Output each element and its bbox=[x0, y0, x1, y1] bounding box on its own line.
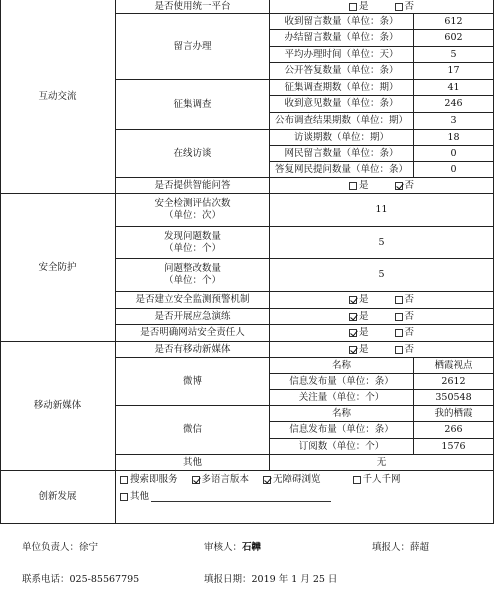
row-label: 信息发布量（单位：条） bbox=[270, 422, 414, 439]
row-value: 5 bbox=[414, 47, 494, 63]
issues-found-label bbox=[116, 227, 270, 259]
has-mobile-label: 是否有移动新媒体 bbox=[116, 342, 270, 358]
row-value: 602 bbox=[414, 30, 494, 47]
issues-fixed-value: 5 bbox=[270, 259, 494, 292]
phone-number: 025-85567795 bbox=[69, 574, 140, 585]
smart-qa-label: 是否提供智能问答 bbox=[116, 178, 270, 194]
security-checks-value: 11 bbox=[270, 194, 494, 227]
has-mobile-choice bbox=[270, 342, 494, 358]
label-line: 安全检测评估次数 bbox=[154, 198, 231, 210]
drill-no-checkbox[interactable] bbox=[395, 313, 403, 321]
yes-label: 是 bbox=[358, 327, 369, 339]
section-mobile-title: 移动新媒体 bbox=[0, 342, 116, 471]
phone-label: 联系电话： bbox=[22, 574, 70, 585]
personalized-checkbox[interactable] bbox=[353, 476, 361, 484]
no-label: 否 bbox=[404, 0, 415, 12]
row-value: 350548 bbox=[414, 390, 494, 406]
reviewer-field bbox=[204, 539, 261, 553]
reviewer-label: 审核人： bbox=[204, 542, 243, 553]
row-label: 信息发布量（单位：条） bbox=[270, 374, 414, 390]
option-label: 多语言版本 bbox=[201, 474, 250, 485]
row-value: 3 bbox=[414, 113, 494, 130]
section-innovation-title: 创新发展 bbox=[0, 471, 116, 524]
drill-choice bbox=[270, 309, 494, 325]
yes-label: 是 bbox=[358, 0, 369, 12]
row-label: 公开答复数量（单位：条） bbox=[270, 63, 414, 80]
row-value: 246 bbox=[414, 96, 494, 113]
row-value: 17 bbox=[414, 63, 494, 80]
row-label: 答复网民提问数量（单位：条） bbox=[270, 162, 414, 178]
drill-label: 是否开展应急演练 bbox=[116, 309, 270, 325]
phone-field bbox=[22, 571, 139, 585]
wechat-title: 微信 bbox=[116, 406, 270, 455]
responsible-no-checkbox[interactable] bbox=[395, 329, 403, 337]
no-label: 否 bbox=[404, 179, 415, 191]
monitoring-choice bbox=[270, 292, 494, 309]
row-label: 订阅数（单位：个） bbox=[270, 439, 414, 455]
row-value: 41 bbox=[414, 80, 494, 96]
issues-fixed-label bbox=[116, 259, 270, 292]
search-service-checkbox[interactable] bbox=[120, 476, 128, 484]
unified-platform-no-checkbox[interactable] bbox=[395, 3, 403, 11]
other-fill-line[interactable] bbox=[151, 492, 331, 502]
row-value: 1576 bbox=[414, 439, 494, 455]
has-mobile-no-checkbox[interactable] bbox=[395, 346, 403, 354]
label-unit: （单位：次） bbox=[163, 210, 221, 221]
monitoring-yes-checkbox[interactable] bbox=[349, 296, 357, 304]
option-label: 搜索即服务 bbox=[130, 474, 178, 485]
label-line: 发现问题数量 bbox=[163, 230, 221, 242]
leader-field bbox=[22, 539, 98, 553]
monitoring-label: 是否建立安全监测预警机制 bbox=[116, 292, 270, 309]
row-label: 访谈期数（单位：期） bbox=[270, 130, 414, 146]
other-media-label: 其他 bbox=[116, 455, 270, 471]
label-unit: （单位：个） bbox=[163, 275, 221, 286]
weibo-name-label: 名称 bbox=[270, 358, 414, 374]
row-label: 办结留言数量（单位：条） bbox=[270, 30, 414, 47]
option-label: 其他 bbox=[130, 490, 150, 502]
date-label: 填报日期： bbox=[204, 574, 252, 585]
filler-name: 薛超 bbox=[410, 542, 430, 553]
security-checks-label bbox=[116, 194, 270, 227]
row-value: 612 bbox=[414, 14, 494, 30]
row-label: 公布调查结果期数（单位：期） bbox=[270, 113, 414, 130]
no-label: 否 bbox=[404, 310, 415, 322]
responsible-yes-checkbox[interactable] bbox=[349, 329, 357, 337]
drill-yes-checkbox[interactable] bbox=[349, 313, 357, 321]
row-label: 关注量（单位：个） bbox=[270, 390, 414, 406]
yes-label: 是 bbox=[358, 343, 369, 355]
responsible-choice bbox=[270, 325, 494, 342]
other-media-value: 无 bbox=[270, 455, 494, 471]
date-value: 2019 年 1 月 25 日 bbox=[251, 574, 338, 585]
leader-name: 徐宁 bbox=[79, 542, 99, 553]
option-label: 无障碍浏览 bbox=[273, 474, 321, 485]
unified-platform-choice bbox=[270, 0, 494, 14]
smart-qa-no-checkbox[interactable] bbox=[395, 182, 403, 190]
unified-platform-yes-checkbox[interactable] bbox=[349, 3, 357, 11]
unified-platform-label: 是否使用统一平台 bbox=[116, 0, 270, 14]
row-value: 266 bbox=[414, 422, 494, 439]
yes-label: 是 bbox=[358, 179, 369, 191]
responsible-label: 是否明确网站安全责任人 bbox=[116, 325, 270, 342]
weibo-title: 微博 bbox=[116, 358, 270, 406]
monitoring-no-checkbox[interactable] bbox=[395, 296, 403, 304]
survey-title: 征集调查 bbox=[116, 80, 270, 130]
row-label: 收到意见数量（单位：条） bbox=[270, 96, 414, 113]
yes-label: 是 bbox=[358, 310, 369, 322]
smart-qa-yes-checkbox[interactable] bbox=[349, 182, 357, 190]
no-label: 否 bbox=[404, 294, 415, 306]
yes-label: 是 bbox=[358, 294, 369, 306]
innovation-other-checkbox[interactable] bbox=[120, 493, 128, 501]
innovation-options bbox=[116, 471, 494, 524]
no-label: 否 bbox=[404, 327, 415, 339]
filler-field bbox=[372, 539, 429, 553]
multilingual-checkbox[interactable] bbox=[192, 476, 200, 484]
row-label: 收到留言数量（单位：条） bbox=[270, 14, 414, 30]
leader-label: 单位负责人： bbox=[22, 542, 80, 553]
accessibility-checkbox[interactable] bbox=[263, 476, 271, 484]
smart-qa-choice bbox=[270, 178, 494, 194]
wechat-name-value: 我的栖霞 bbox=[414, 406, 494, 422]
row-value: 2612 bbox=[414, 374, 494, 390]
date-field bbox=[204, 571, 337, 585]
wechat-name-label: 名称 bbox=[270, 406, 414, 422]
innovation-option-row bbox=[116, 474, 401, 486]
row-value: 0 bbox=[414, 162, 494, 178]
label-unit: （单位：个） bbox=[163, 242, 221, 254]
message-handling-title: 留言办理 bbox=[116, 14, 270, 80]
reviewer-name: 石韡 bbox=[242, 542, 262, 553]
row-value: 18 bbox=[414, 130, 494, 146]
issues-found-value: 5 bbox=[270, 227, 494, 259]
no-label: 否 bbox=[404, 343, 415, 355]
row-value: 0 bbox=[414, 146, 494, 162]
section-security-title: 安全防护 bbox=[0, 194, 116, 342]
innovation-other-row bbox=[116, 491, 331, 503]
section-interaction-title: 互动交流 bbox=[0, 0, 116, 194]
row-label: 网民留言数量（单位：条） bbox=[270, 146, 414, 162]
weibo-name-value: 栖霞视点 bbox=[414, 358, 494, 374]
row-label: 平均办理时间（单位：天） bbox=[270, 47, 414, 63]
option-label: 千人千网 bbox=[362, 474, 401, 485]
label-line: 问题整改数量 bbox=[163, 263, 221, 275]
has-mobile-yes-checkbox[interactable] bbox=[349, 346, 357, 354]
row-label: 征集调查期数（单位：期） bbox=[270, 80, 414, 96]
interview-title: 在线访谈 bbox=[116, 130, 270, 178]
filler-label: 填报人： bbox=[372, 542, 411, 553]
